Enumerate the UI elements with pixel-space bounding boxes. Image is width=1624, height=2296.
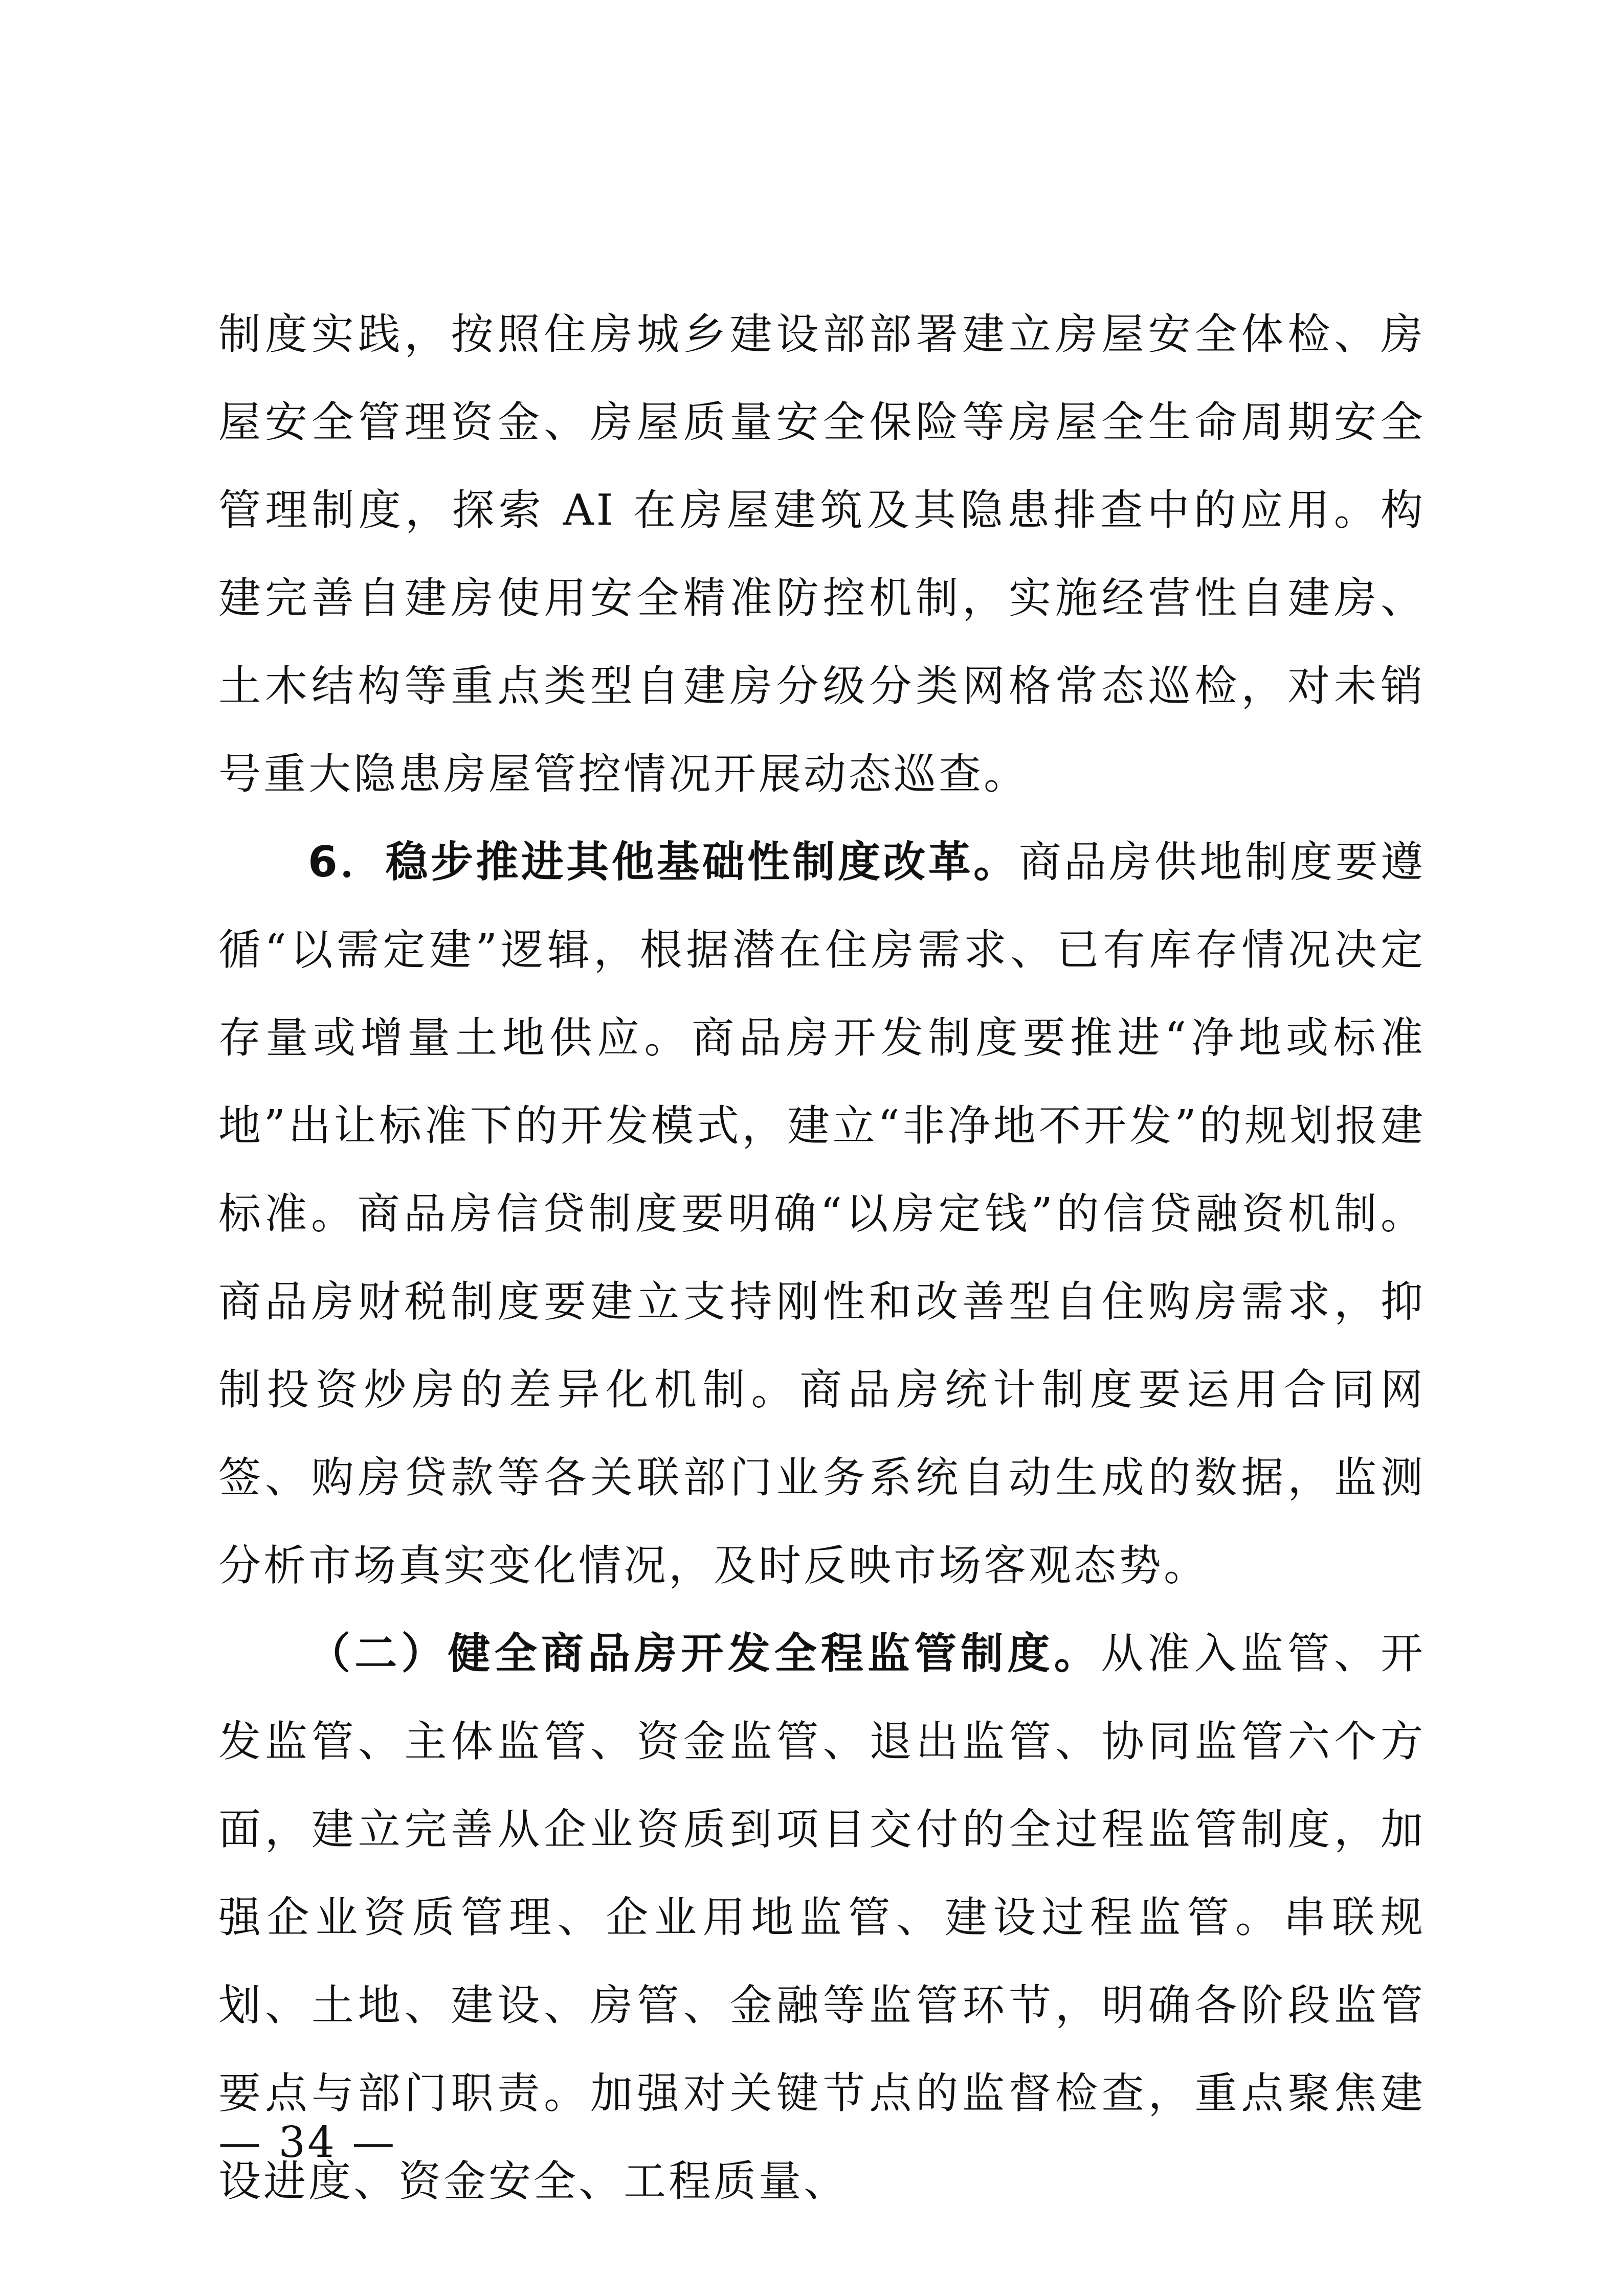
paragraph-basic-system-reform: [218, 818, 1426, 1610]
paragraph-text: 商品房供地制度要遵循“以需定建”逻辑，根据潜在住房需求、已有库存情况决定存量或增量土地供应。商品房开发制度要推进“净地或标准地”出让标准下的开发模式，建立“非净地不开发”的规划报建标准。商品房信贷制度要明确“以房定钱”的信贷融资机制。商品房财税制度要建立支持刚性和改善型自住购房需求，抑制投资炒房的差异化机制。商品房统计制度要运用合同网签、购房贷款等各关联部门业务系统自动生成的数据，监测分析市场真实变化情况，及时反映市场客观态势。: [218, 837, 1426, 1590]
paragraph-text: 制度实践，按照住房城乡建设部部署建立房屋安全体检、房屋安全管理资金、房屋质量安全保险等房屋全生命周期安全管理制度，探索 AI 在房屋建筑及其隐患排查中的应用。构建完善自建房使用安全精准防控机制，实施经营性自建房、土木结构等重点类型自建房分级分类网格常态巡检，对未销号重大隐患房屋管控情况开展动态巡查。: [218, 309, 1426, 799]
paragraph-development-supervision: [218, 1610, 1426, 2225]
paragraph-lead: （二）健全商品房开发全程监管制度。: [308, 1629, 1101, 1678]
paragraph-text: 从准入监管、开发监管、主体监管、资金监管、退出监管、协同监管六个方面，建立完善从企业资质到项目交付的全过程监管制度，加强企业资质管理、企业用地监管、建设过程监管。串联规划、土地、建设、房管、金融等监管环节，明确各阶段监管要点与部门职责。加强对关键节点的监督检查，重点聚焦建设进度、资金安全、工程质量、: [218, 1629, 1426, 2206]
paragraph-lead: 6．稳步推进其他基础性制度改革。: [308, 837, 1019, 887]
page-number: — 34 —: [218, 2118, 397, 2167]
body-text: [218, 290, 1426, 2225]
paragraph-continuation: [218, 290, 1426, 818]
